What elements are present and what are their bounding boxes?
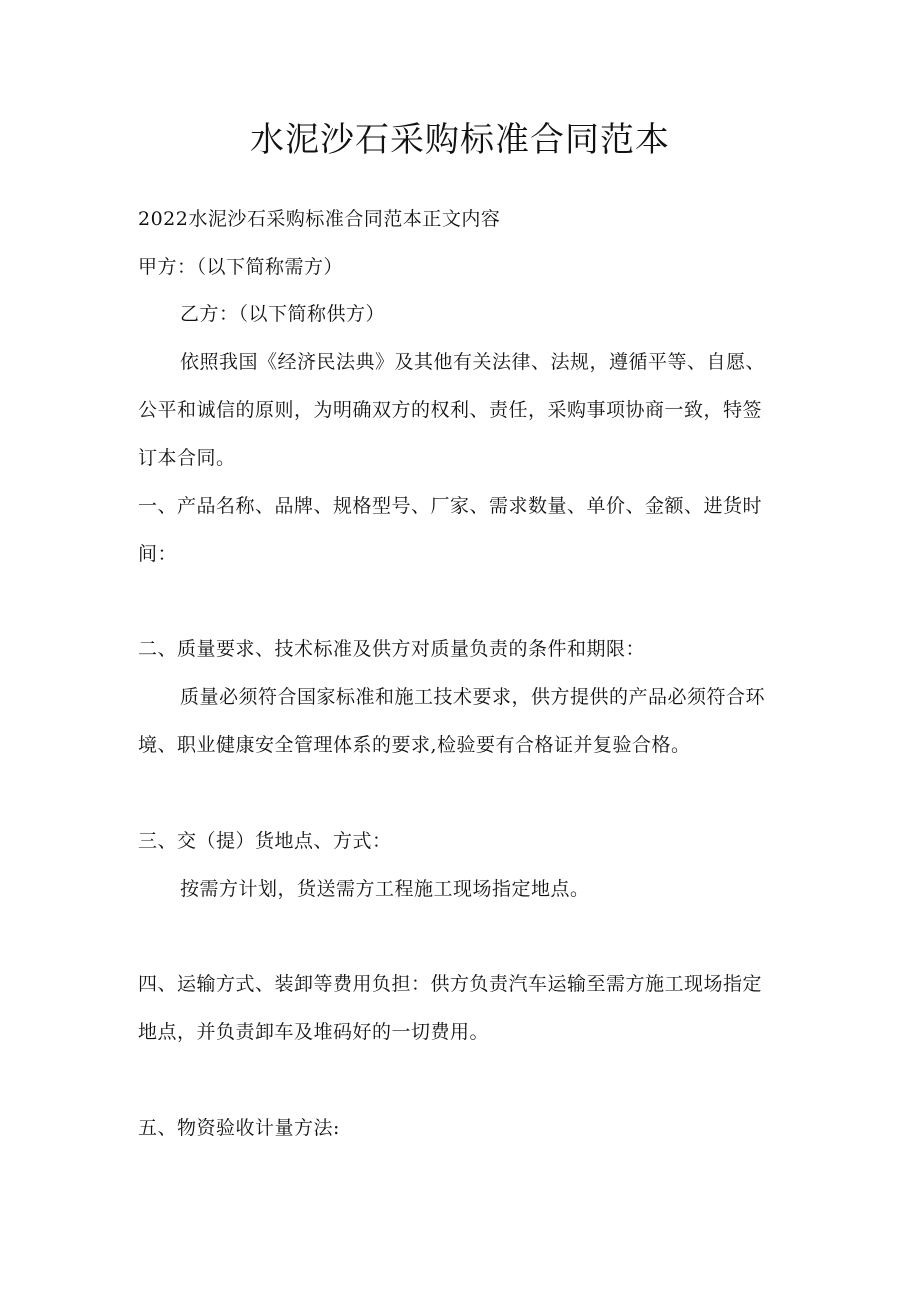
section-3-heading: 三、交（提）货地点、方式： <box>138 830 392 852</box>
document-subtitle: 2022水泥沙石采购标准合同范本正文内容 <box>138 208 501 230</box>
section-1-line: 间： <box>138 543 178 565</box>
section-1-line: 一、产品名称、品牌、规格型号、厂家、需求数量、单价、金额、进货时 <box>138 495 763 517</box>
section-4-line: 地点，并负责卸车及堆码好的一切费用。 <box>138 1021 490 1043</box>
party-b: 乙方：（以下简称供方） <box>180 303 386 325</box>
section-2-body-line: 质量必须符合国家标准和施工技术要求，供方提供的产品必须符合环 <box>180 686 766 708</box>
section-5-heading: 五、物资验收计量方法: <box>138 1117 340 1139</box>
section-4-line: 四、运输方式、装卸等费用负担：供方负责汽车运输至需方施工现场指定 <box>138 973 763 995</box>
section-3-body: 按需方计划，货送需方工程施工现场指定地点。 <box>180 878 590 900</box>
preamble-line: 订本合同。 <box>138 447 236 469</box>
section-2-heading: 二、质量要求、技术标准及供方对质量负责的条件和期限： <box>138 638 646 660</box>
party-a: 甲方：（以下简称需方） <box>138 256 344 278</box>
preamble-line: 公平和诚信的原则，为明确双方的权利、责任，采购事项协商一致，特签 <box>138 399 763 421</box>
section-2-body-line: 境、职业健康安全管理体系的要求,检验要有合格证并复验合格。 <box>138 734 691 756</box>
preamble-line: 依照我国《经济民法典》及其他有关法律、法规，遵循平等、自愿、 <box>180 351 766 373</box>
document-title: 水泥沙石采购标准合同范本 <box>250 120 670 160</box>
